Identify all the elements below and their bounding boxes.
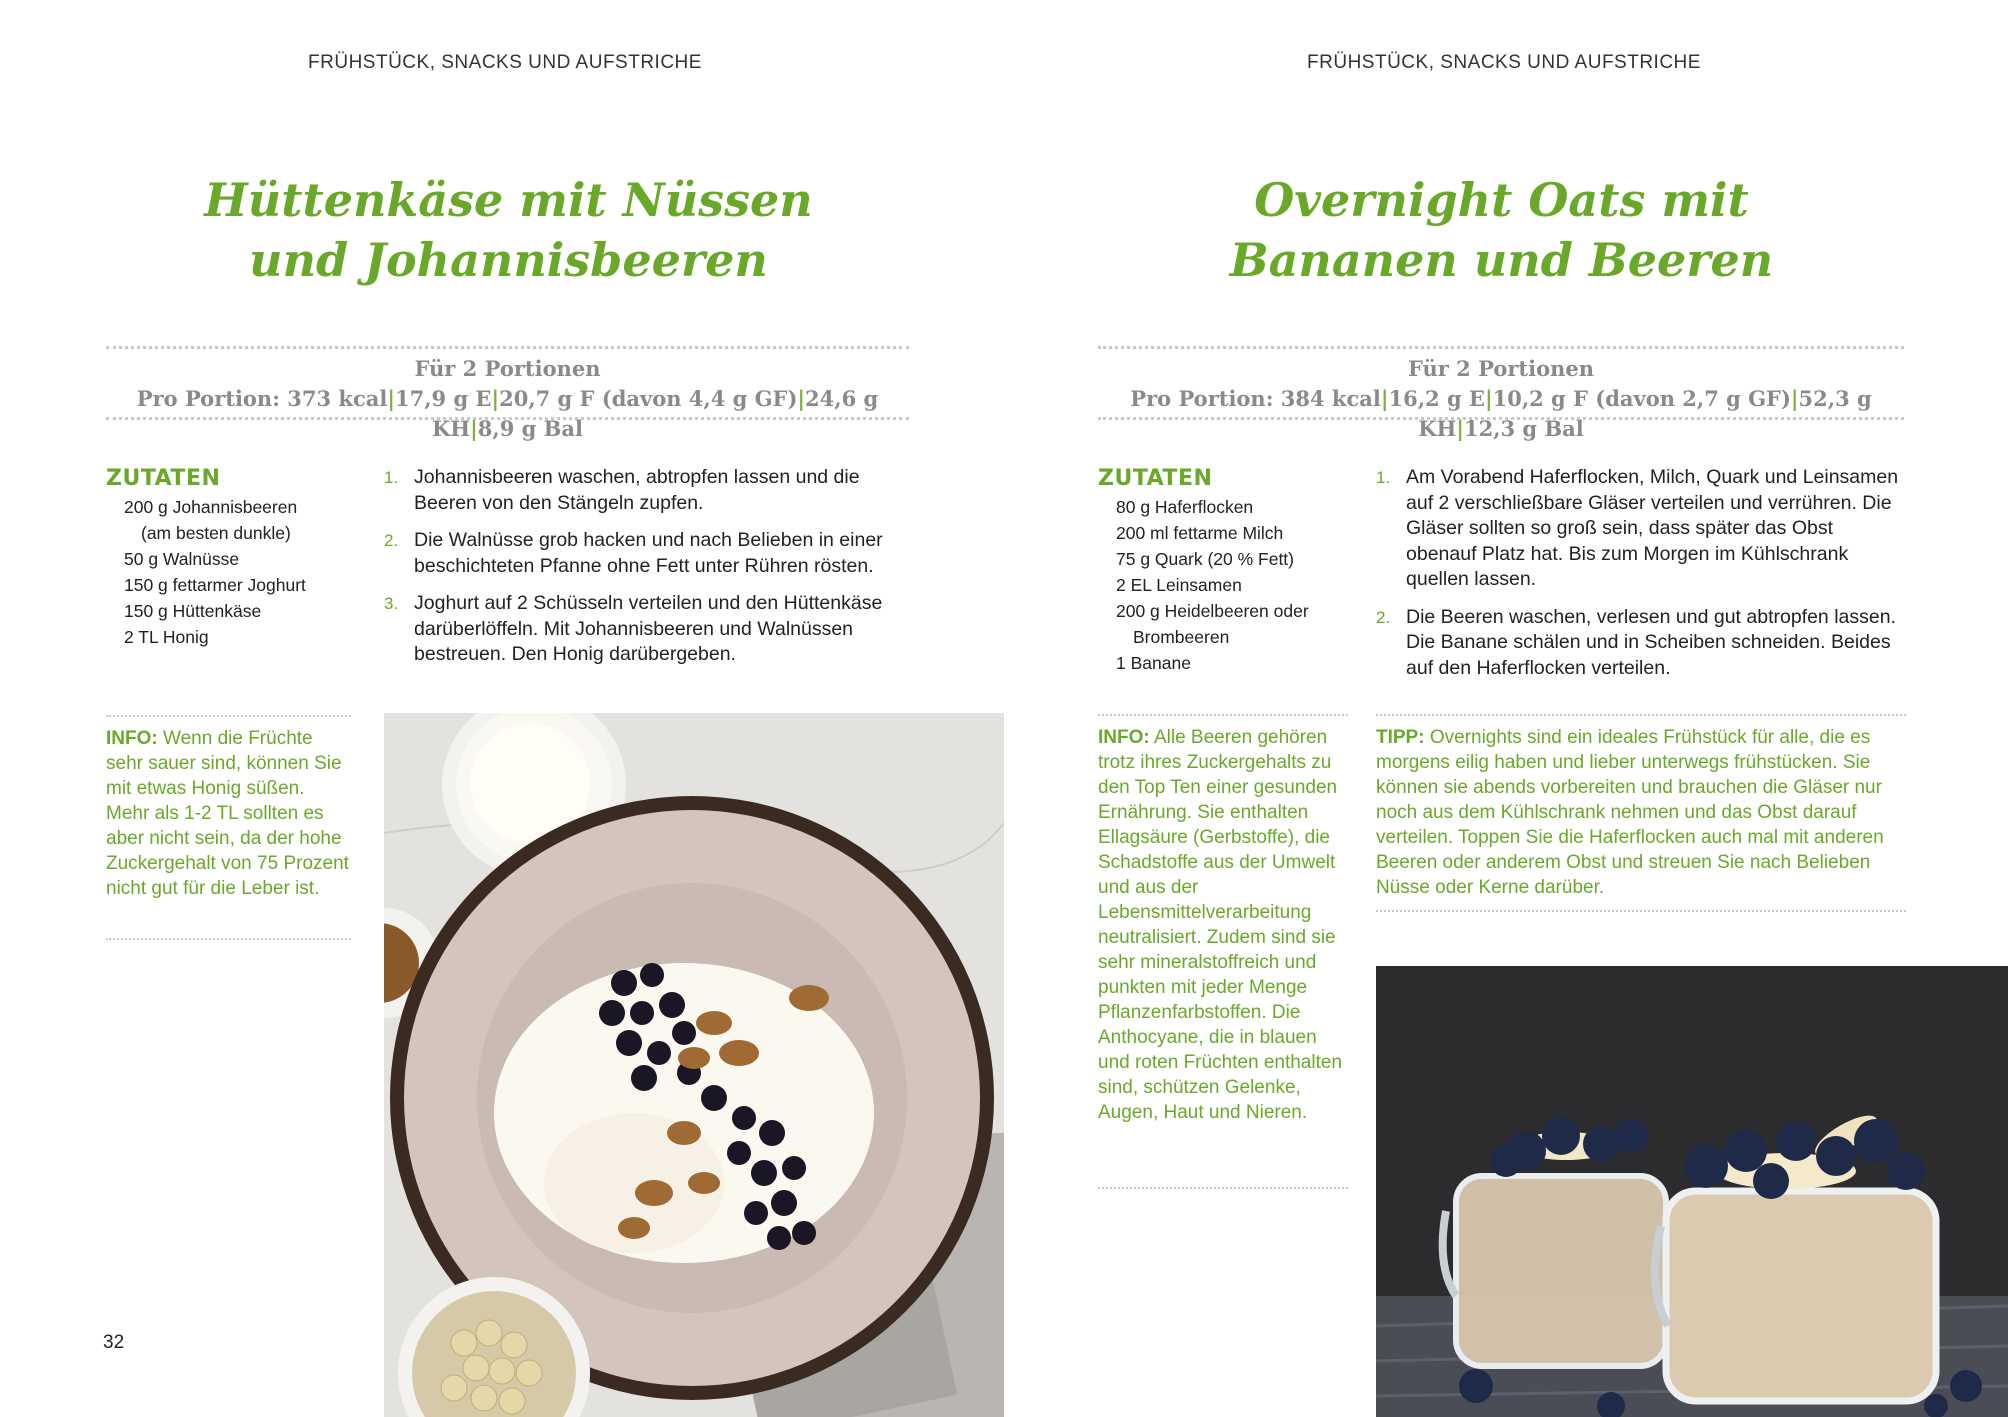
- nutrition-line: Pro Portion: 384 kcal|16,2 g E|10,2 g F (davon 2,7 g GF)|52,3 g KH|12,3 g Bal: [1130, 386, 1872, 441]
- info-text: Alle Beeren gehören trotz ihres Zuckergehalts zu den Top Ten einer gesunden Ernährung. Sie enthalten Ellagsäure (Gerbstoffe), die Schadstoffe aus der Umwelt und aus der Lebensmittelverarbeitung neutralisiert. Zudem sind sie sehr mineralstoffreich und punkten mit jeder Menge Pflanzenfarbstoffen. Die Anthocyane, die in blauen und roten Früchten enthalten sind, schützen Gelenke, Augen, Haut und Nieren.: [1098, 727, 1343, 1123]
- recipe-title-line2: und Johannisbeeren: [249, 233, 768, 287]
- overnight-oats-photo: [1376, 966, 2008, 1417]
- right-page: [1004, 0, 2008, 1417]
- info-box: [106, 726, 351, 901]
- step-text: Die Beeren waschen, verlesen und gut abtropfen lassen. Die Banane schälen und in Scheiben schneiden. Beides auf den Haferflocken verteilen.: [1406, 605, 1896, 679]
- step-item: [384, 591, 914, 668]
- step-text: Die Walnüsse grob hacken und nach Belieben in einer beschichteten Pfanne ohne Fett unter Rühren rösten.: [414, 529, 883, 577]
- ingredient-item-note: (am besten dunkle): [141, 523, 291, 543]
- portion-info: [1098, 354, 1904, 444]
- steps-list: [384, 465, 914, 680]
- step-number: 1.: [384, 468, 399, 487]
- step-item: [1376, 465, 1906, 593]
- step-number: 2.: [1376, 607, 1391, 627]
- nutrition-kcal: Pro Portion: 384 kcal: [1130, 386, 1381, 411]
- tipp-divider-bottom: [1376, 910, 1906, 912]
- step-number: 1.: [1376, 468, 1391, 487]
- nutrition-fat: 20,7 g F (davon 4,4 g GF): [499, 386, 798, 411]
- tipp-box: [1376, 725, 1916, 900]
- cottage-cheese-photo: [384, 713, 1004, 1417]
- ingredient-item: 2 TL Honig: [124, 627, 209, 647]
- step-item: [1376, 605, 1906, 682]
- step-item: [384, 528, 914, 579]
- info-divider-top: [106, 715, 351, 717]
- info-divider-bottom: [106, 938, 351, 940]
- tipp-label: TIPP:: [1376, 727, 1425, 748]
- ingredient-item-note: Brombeeren: [1133, 627, 1230, 647]
- nutrition-fat: 10,2 g F (davon 2,7 g GF): [1492, 386, 1791, 411]
- info-divider-top: [1098, 714, 1348, 716]
- info-box: [1098, 725, 1348, 1125]
- step-text: Johannisbeeren waschen, abtropfen lassen und die Beeren von den Stängeln zupfen.: [414, 466, 860, 514]
- divider-bottom: [106, 417, 909, 420]
- tipp-divider-top: [1376, 714, 1906, 716]
- ingredient-item: 2 EL Leinsamen: [1116, 575, 1242, 595]
- nutrition-kcal: Pro Portion: 373 kcal: [136, 386, 388, 411]
- ingredients-list: [1098, 494, 1348, 676]
- nutrition-fiber: 8,9 g Bal: [477, 416, 583, 441]
- ingredient-item: 150 g fettarmer Joghurt: [124, 575, 306, 595]
- steps-list: [1376, 465, 1906, 693]
- divider-top: [1098, 346, 1904, 349]
- tipp-text: Overnights sind ein ideales Frühstück für alle, die es morgens eilig haben und lieber unterwegs frühstücken. Sie können sie abends vorbereiten und brauchen die Gläser nur noch aus dem Kühlschrank nehmen und das Obst darauf verteilen. Toppen Sie die Haferflocken auch mal mit anderen Beeren oder anderem Obst und streuen Sie nach Belieben Nüsse oder Kerne darüber.: [1376, 727, 1884, 898]
- info-divider-bottom: [1098, 1187, 1348, 1189]
- step-item: [384, 465, 914, 516]
- portion-info: [106, 354, 909, 444]
- nutrition-line: Pro Portion: 373 kcal|17,9 g E|20,7 g F (davon 4,4 g GF)|24,6 g KH|8,9 g Bal: [136, 386, 879, 441]
- page-number: 32: [103, 1332, 125, 1353]
- ingredients-heading: ZUTATEN: [1098, 466, 1213, 491]
- nutrition-fiber: 12,3 g Bal: [1463, 416, 1584, 441]
- overnight-oats-illustration: [1376, 966, 2008, 1417]
- ingredient-item: 200 ml fettarme Milch: [1116, 523, 1284, 543]
- info-label: INFO:: [1098, 727, 1150, 748]
- ingredient-item: 80 g Haferflocken: [1116, 497, 1254, 517]
- divider-top: [106, 346, 909, 349]
- ingredients-heading: ZUTATEN: [106, 466, 221, 491]
- step-number: 2.: [384, 531, 399, 550]
- divider-bottom: [1098, 417, 1904, 420]
- portion-count: Für 2 Portionen: [1408, 356, 1594, 381]
- nutrition-protein: 17,9 g E: [394, 386, 492, 411]
- cottage-cheese-illustration: [384, 713, 1004, 1417]
- recipe-title-line1: Hüttenkäse mit Nüssen: [204, 173, 813, 227]
- recipe-title-line1: Overnight Oats mit: [1254, 173, 1749, 227]
- nutrition-carbs: 52,3 g KH: [1418, 386, 1872, 441]
- recipe-title-line2: Bananen und Beeren: [1229, 233, 1774, 287]
- step-text: Am Vorabend Haferflocken, Milch, Quark und Leinsamen auf 2 verschließbare Gläser verteilen und verrühren. Die Gläser sollten so groß sein, dass später das Obst obenauf Platz hat. Bis zum Morgen im Kühlschrank quellen lassen.: [1406, 466, 1899, 590]
- step-number: 3.: [384, 594, 399, 613]
- nutrition-carbs: 24,6 g KH: [432, 386, 879, 441]
- recipe-title: [106, 170, 911, 290]
- recipe-title: [1099, 170, 1904, 290]
- info-label: INFO:: [106, 728, 158, 749]
- step-text: Joghurt auf 2 Schüsseln verteilen und den Hüttenkäse darüberlöffeln. Mit Johannisbeeren und Walnüssen bestreuen. Den Honig darübergeben.: [414, 592, 883, 665]
- ingredients-list: [106, 494, 356, 650]
- ingredient-item: 200 g Heidelbeeren oder: [1116, 601, 1309, 621]
- portion-count: Für 2 Portionen: [414, 356, 601, 381]
- running-head: FRÜHSTÜCK, SNACKS UND AUFSTRICHE: [308, 52, 702, 73]
- ingredient-item: 50 g Walnüsse: [124, 549, 240, 569]
- info-text: Wenn die Früchte sehr sauer sind, können Sie mit etwas Honig süßen. Mehr als 1-2 TL sollten es aber nicht sein, da der hohe Zuckergehalt von 75 Prozent nicht gut für die Leber ist.: [106, 728, 349, 899]
- ingredient-item: 200 g Johannisbeeren: [124, 497, 298, 517]
- ingredient-item: 75 g Quark (20 % Fett): [1116, 549, 1294, 569]
- nutrition-protein: 16,2 g E: [1388, 386, 1485, 411]
- ingredient-item: 1 Banane: [1116, 653, 1191, 673]
- ingredient-item: 150 g Hüttenkäse: [124, 601, 262, 621]
- running-head: FRÜHSTÜCK, SNACKS UND AUFSTRICHE: [1307, 52, 1701, 73]
